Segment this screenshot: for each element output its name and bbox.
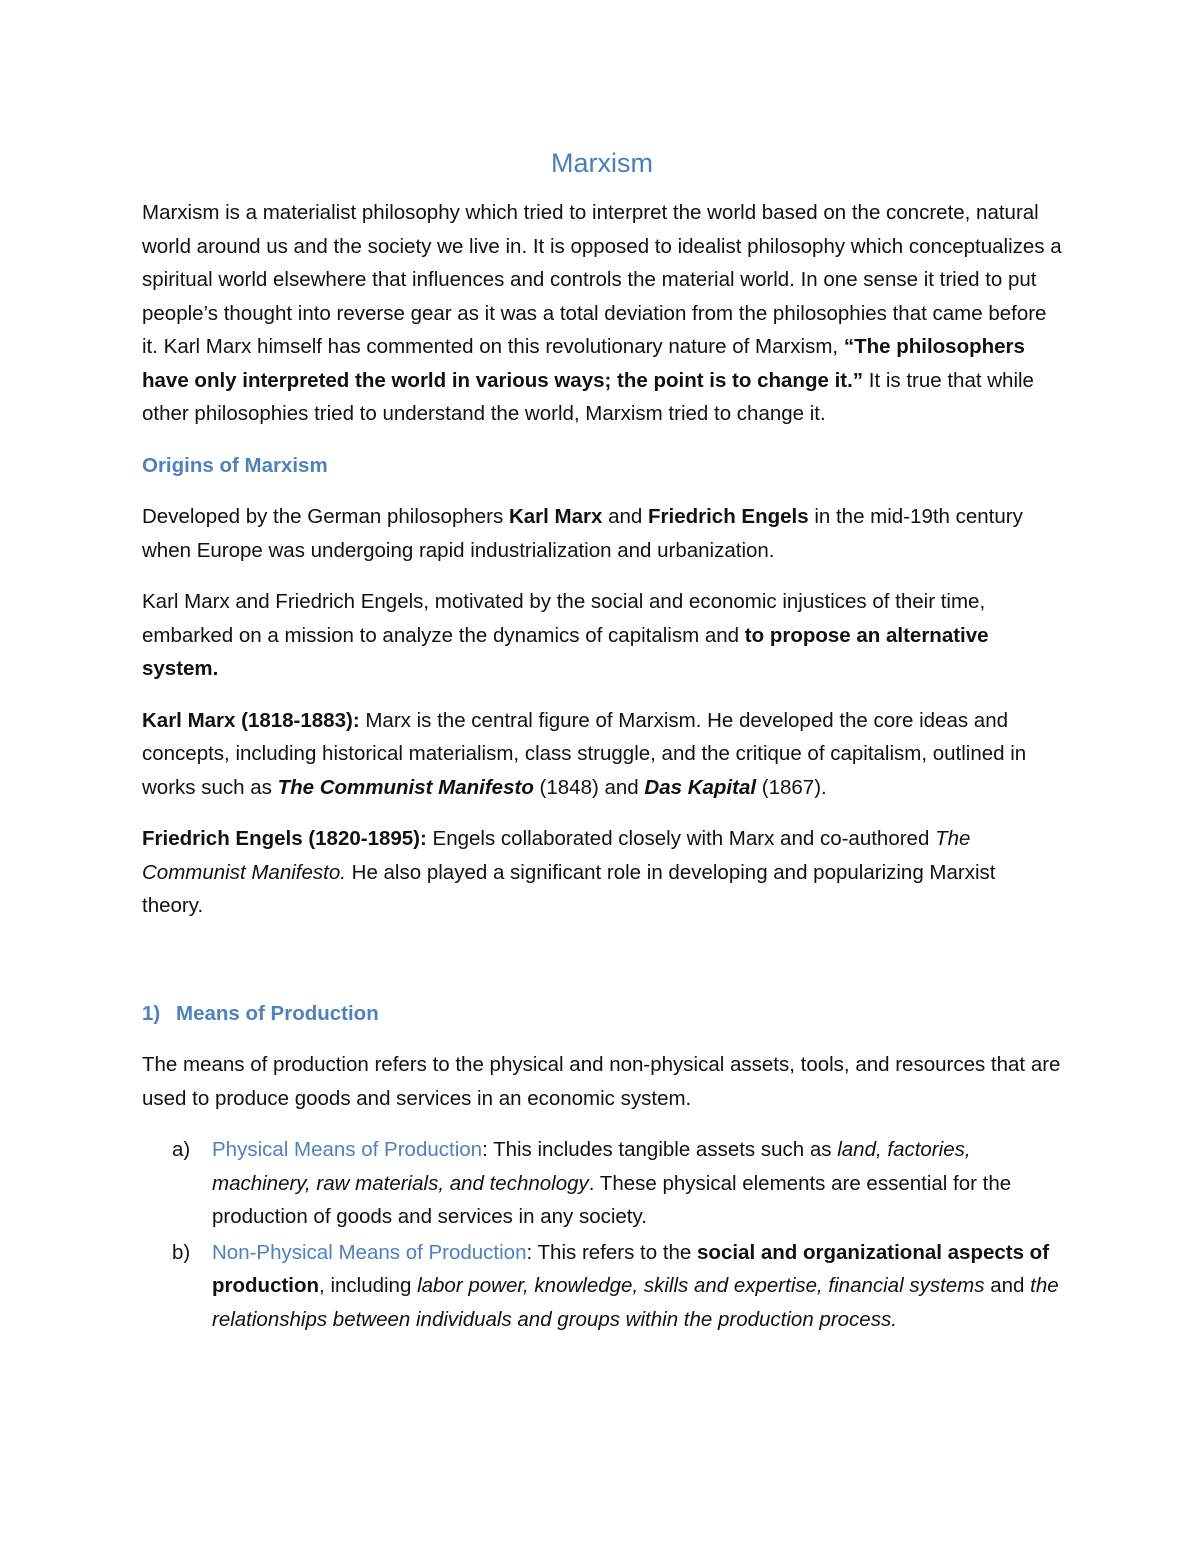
intro-paragraph: Marxism is a materialist philosophy which tried to interpret the world based on the concrete, natural world around us and the society we live in. It is opposed to idealist philosophy which conceptualizes a spiritual world elsewhere that influences and controls the material world. In one sense it tried to put people’s thought into reverse gear as it was a total deviation from the philosophies that came before it. Karl Marx himself has commented on this revolutionary nature of Marxism, “The philosophers have only interpreted the world in various ways; the point is to change it.” It is true that while other philosophies tried to understand the world, Marxism tried to change it. [142, 201, 1062, 425]
list-item: a) Physical Means of Production: This includes tangible assets such as land, factories, machinery, raw materials, and technology. These physical elements are essential for the production of goods and services in any society. [142, 1133, 1062, 1234]
section-1-intro: The means of production refers to the physical and non-physical assets, tools, and resources that are used to produce goods and services in an economic system. [142, 1053, 1061, 1110]
means-of-production-list [142, 1133, 1062, 1336]
page-title: Marxism [551, 148, 653, 178]
karl-marx-paragraph: Karl Marx (1818-1883): Marx is the central figure of Marxism. He developed the core ideas and concepts, including historical materialism, class struggle, and the critique of capitalism, outlined in works such as The Communist Manifesto (1848) and Das Kapital (1867). [142, 708, 1027, 799]
section-1-heading [142, 997, 1062, 1031]
physical-means-label: Physical Means of Production [212, 1138, 483, 1161]
list-marker: b) [172, 1240, 191, 1264]
section-1-number: 1) [142, 1001, 161, 1025]
origins-paragraph-2: Karl Marx and Friedrich Engels, motivated by the social and economic injustices of their time, embarked on a mission to analyze the dynamics of capitalism and to propose an alternative system. [142, 590, 989, 680]
section-spacer [142, 941, 1062, 997]
marx-quote: “The philosophers have only interpreted the world in various ways; the point is to change it.” [142, 335, 1025, 392]
origins-heading: Origins of Marxism [142, 453, 328, 477]
friedrich-engels-paragraph: Friedrich Engels (1820-1895): Engels collaborated closely with Marx and co-authored The Communist Manifesto. He also played a significant role in developing and popularizing Marxist theory. [142, 827, 996, 917]
non-physical-means-label: Non-Physical Means of Production [212, 1240, 527, 1264]
document-body [142, 146, 1062, 1338]
origins-paragraph-1: Developed by the German philosophers Karl Marx and Friedrich Engels in the mid-19th century when Europe was undergoing rapid industrialization and urbanization. [142, 505, 1023, 562]
list-marker: a) [172, 1138, 191, 1161]
section-1-title: Means of Production [176, 1001, 379, 1025]
list-item: b) Non-Physical Means of Production: This refers to the social and organizational aspects of production, including labor power, knowledge, skills and expertise, financial systems and the relationships between individuals and groups within the production process. [142, 1236, 1062, 1337]
